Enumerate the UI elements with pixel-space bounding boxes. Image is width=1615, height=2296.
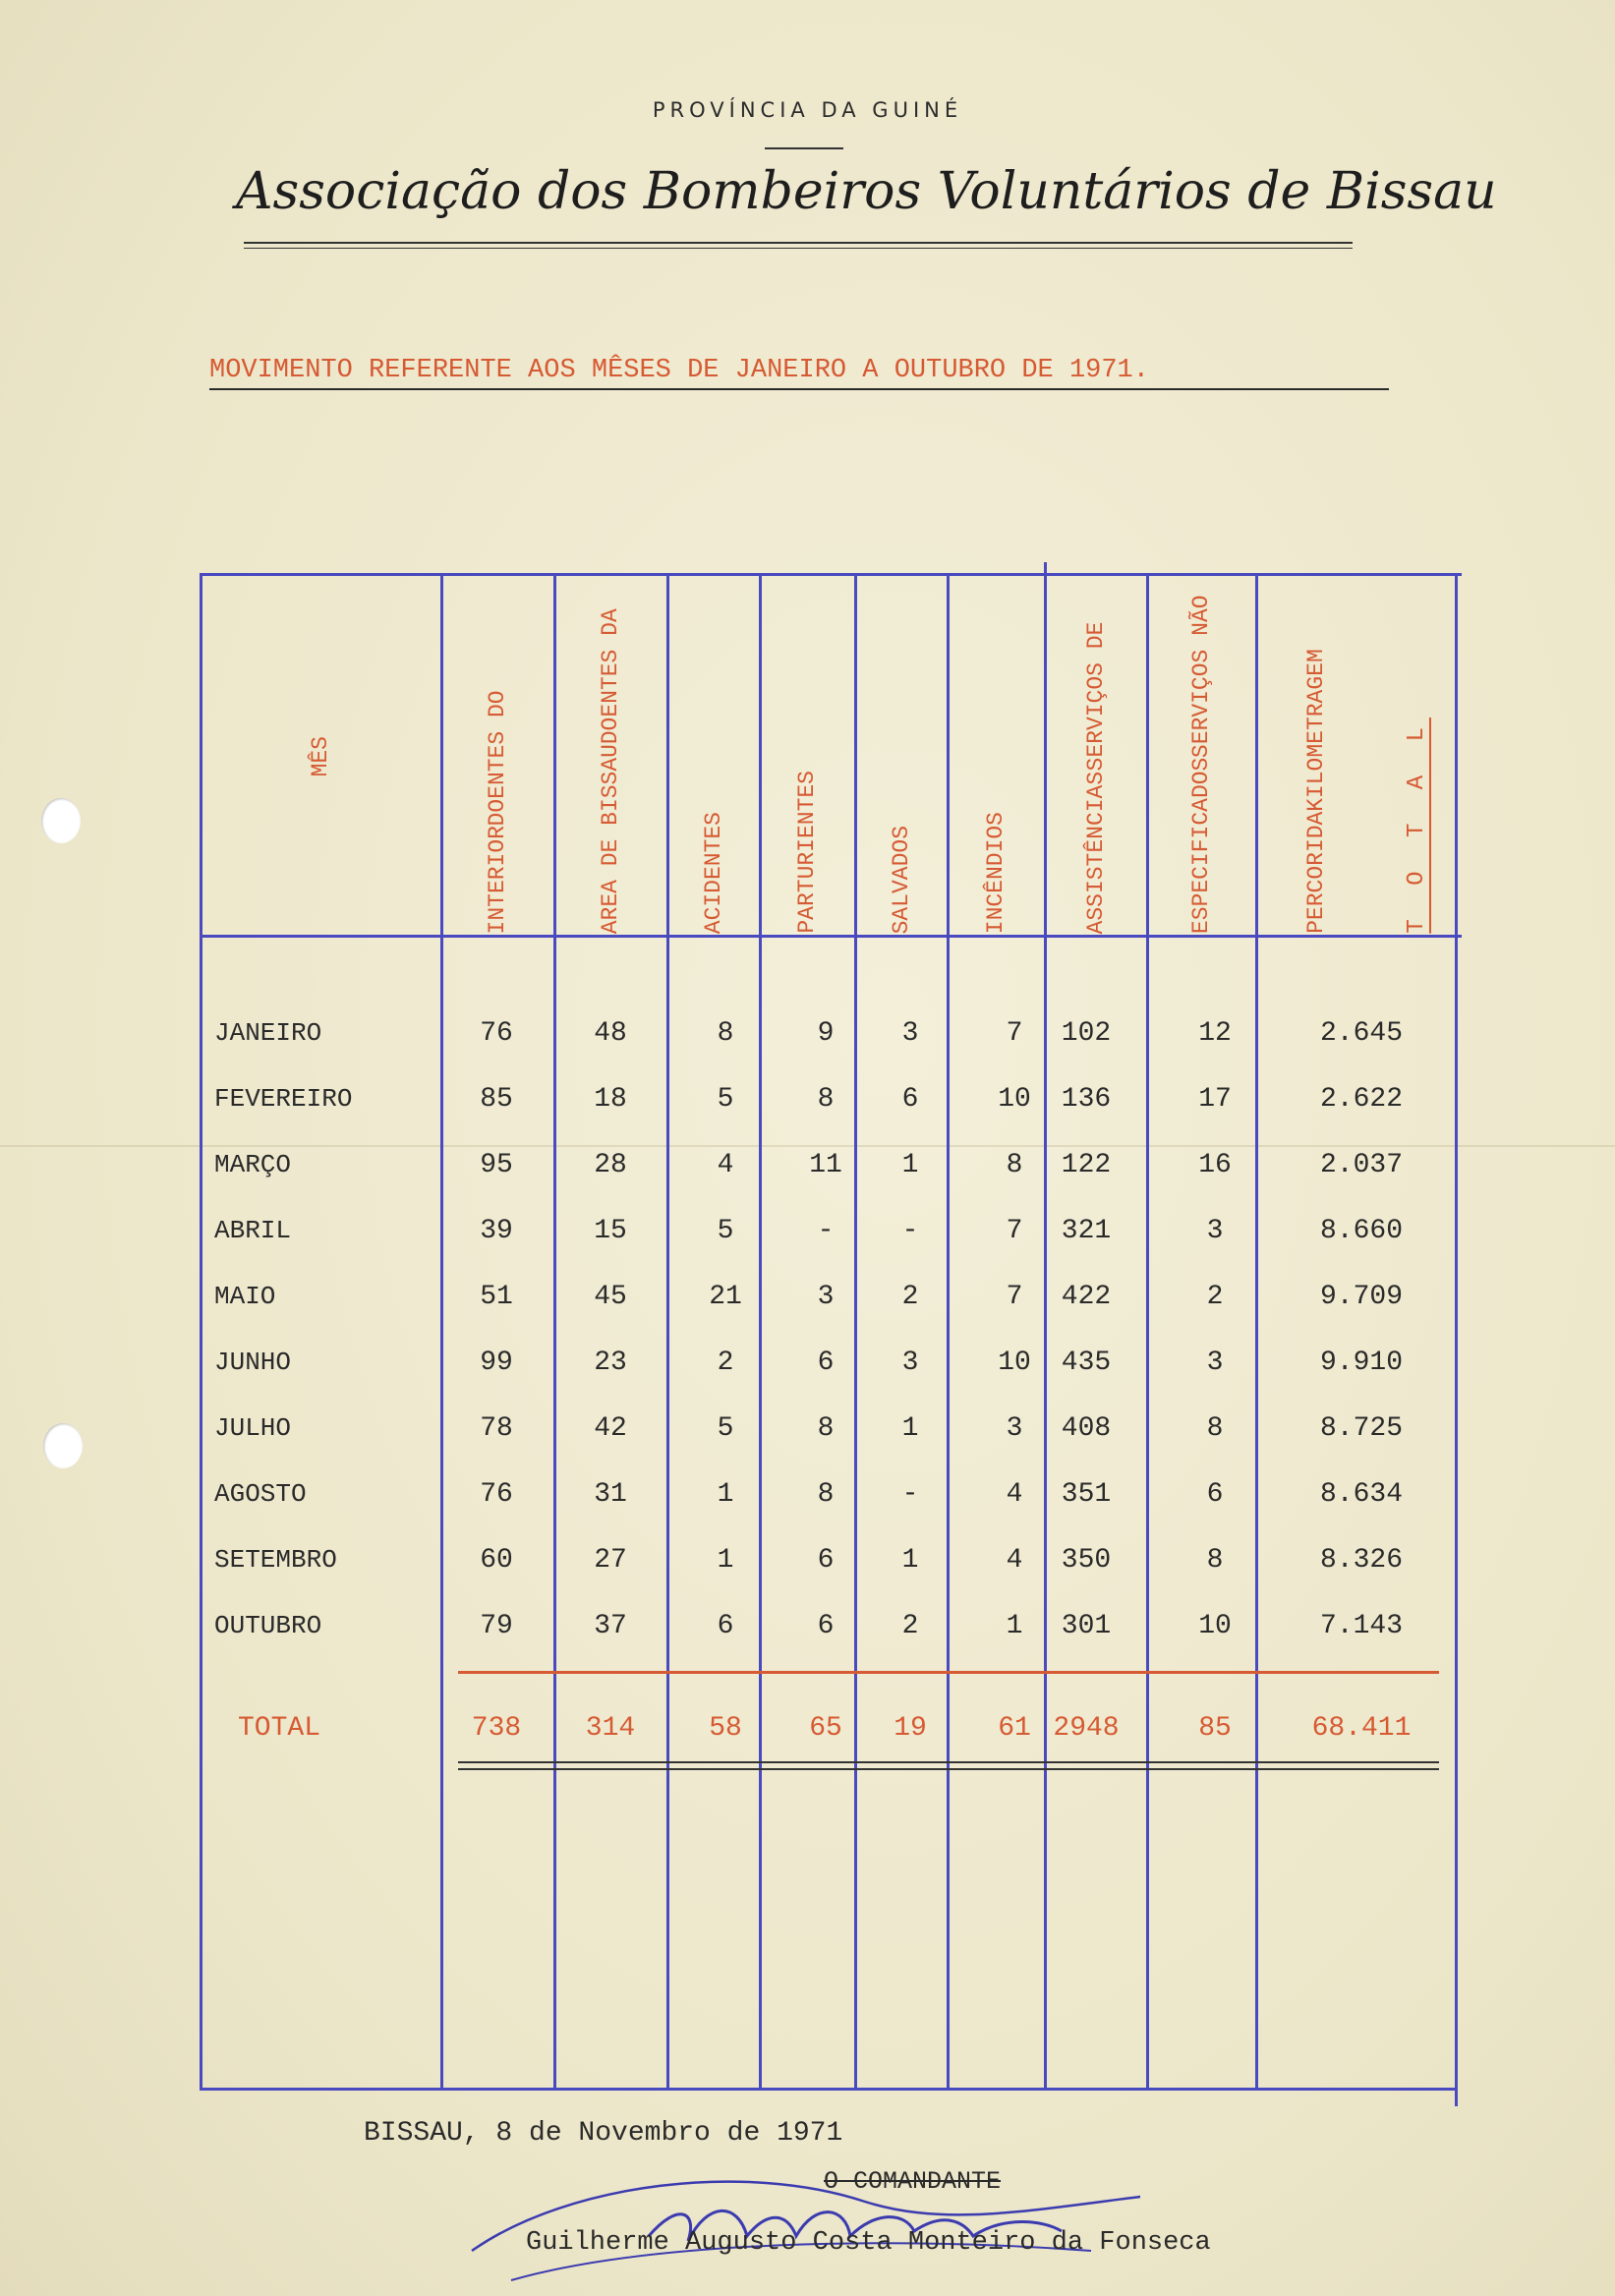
- table-cell: 6: [1206, 1479, 1224, 1510]
- table-header-rule: [200, 935, 1462, 938]
- header-label: T O T A L: [1404, 718, 1431, 934]
- table-cell: 7: [1006, 1282, 1023, 1312]
- month-cell: MAIO: [214, 1282, 276, 1311]
- table-cell: -: [817, 1216, 835, 1246]
- table-cell: 321: [1061, 1216, 1112, 1246]
- table-cell: 10: [998, 1084, 1031, 1115]
- table-cell: 1: [1006, 1611, 1023, 1641]
- heading-underline: [209, 388, 1389, 390]
- table-cell: 3: [1206, 1348, 1224, 1378]
- table-cell: 2: [901, 1282, 919, 1312]
- column-header-total: [1381, 580, 1455, 934]
- table-cell: 4: [717, 1150, 734, 1180]
- table-cell: 8: [717, 1018, 734, 1049]
- total-cell: 314: [585, 1713, 636, 1744]
- header-label: DOENTES DO: [485, 689, 511, 826]
- header-label: KILOMETRAGEM: [1303, 649, 1330, 812]
- report-heading: MOVIMENTO REFERENTE AOS MÊSES DE JANEIRO A OUTUBRO DE 1971.: [209, 356, 1149, 385]
- signature-scribble: [452, 2143, 1239, 2290]
- month-cell: JULHO: [214, 1413, 292, 1443]
- table-cell: 408: [1061, 1413, 1112, 1444]
- table-border-bottom: [200, 2088, 1456, 2091]
- table-cell: 5: [717, 1413, 734, 1444]
- table-cell: 1: [901, 1413, 919, 1444]
- column-header-acidentes: [669, 580, 759, 934]
- table-cell: 2: [717, 1348, 734, 1378]
- table-cell: 2.037: [1319, 1150, 1403, 1180]
- table-cell: 2.645: [1319, 1018, 1403, 1049]
- table-cell: 37: [594, 1611, 627, 1641]
- table-cell: 1: [901, 1150, 919, 1180]
- table-cell: 10: [998, 1348, 1031, 1378]
- month-cell: AGOSTO: [214, 1479, 307, 1509]
- header-label: SERVIÇOS DE: [1082, 621, 1109, 772]
- table-cell: 5: [717, 1216, 734, 1246]
- table-cell: 11: [809, 1150, 842, 1180]
- table-cell: 3: [817, 1282, 835, 1312]
- column-header-doentes-interior: [443, 580, 553, 934]
- month-cell: MARÇO: [214, 1150, 292, 1179]
- table-cell: 8: [817, 1479, 835, 1510]
- total-cell: 738: [471, 1713, 522, 1744]
- table-cell: 7.143: [1319, 1611, 1403, 1641]
- province-rule: [765, 147, 843, 149]
- month-cell: FEVEREIRO: [214, 1084, 353, 1114]
- table-cell: 9.910: [1319, 1348, 1403, 1378]
- month-cell: JANEIRO: [214, 1018, 322, 1048]
- month-cell: SETEMBRO: [214, 1545, 337, 1575]
- table-cell: 12: [1198, 1018, 1232, 1049]
- organization-title: Associação dos Bombeiros Voluntários de Bissau: [236, 162, 1497, 221]
- table-cell: 21: [709, 1282, 742, 1312]
- table-cell: 2.622: [1319, 1084, 1403, 1115]
- table-cell: 8: [1206, 1413, 1224, 1444]
- column-header-parturientes: [762, 580, 854, 934]
- header-label: ASSISTÊNCIAS: [1082, 771, 1109, 934]
- header-label: ACIDENTES: [700, 811, 726, 934]
- table-cell: 8.660: [1319, 1216, 1403, 1246]
- table-cell: 3: [1006, 1413, 1023, 1444]
- table-cell: 18: [594, 1084, 627, 1115]
- table-cell: 48: [594, 1018, 627, 1049]
- table-cell: 1: [717, 1545, 734, 1576]
- table-cell: 9.709: [1319, 1282, 1403, 1312]
- table-cell: 95: [480, 1150, 513, 1180]
- signer-name: Guilherme Augusto Costa Monteiro da Fonseca: [526, 2228, 1211, 2258]
- table-cell: -: [901, 1216, 919, 1246]
- column-header-servicos-assistencias: [1047, 580, 1146, 934]
- table-cell: 45: [594, 1282, 627, 1312]
- header-label: AREA DE BISSAU: [598, 743, 624, 934]
- table-cell: 102: [1061, 1018, 1112, 1049]
- header-label: DOENTES DA: [598, 607, 624, 744]
- table-cell: 7: [1006, 1018, 1023, 1049]
- month-cell: OUTUBRO: [214, 1611, 322, 1640]
- totals-rule: [458, 1671, 1439, 1674]
- header-label: INCÊNDIOS: [983, 811, 1009, 934]
- table-cell: 28: [594, 1150, 627, 1180]
- table-cell: 8.326: [1319, 1545, 1403, 1576]
- table-cell: 6: [817, 1348, 835, 1378]
- table-cell: 8: [1206, 1545, 1224, 1576]
- province-label: PROVÍNCIA DA GUINÉ: [652, 98, 963, 122]
- table-cell: 76: [480, 1018, 513, 1049]
- totals-double-rule: [458, 1761, 1439, 1763]
- month-cell: ABRIL: [214, 1216, 292, 1245]
- header-label: PARTURIENTES: [794, 771, 821, 934]
- table-cell: 301: [1061, 1611, 1112, 1641]
- table-cell: 122: [1061, 1150, 1112, 1180]
- header-label: SERVIÇOS NÃO: [1188, 594, 1215, 758]
- table-cell: 42: [594, 1413, 627, 1444]
- table-cell: 4: [1006, 1479, 1023, 1510]
- table-cell: 17: [1198, 1084, 1232, 1115]
- table-cell: 10: [1198, 1611, 1232, 1641]
- place-date: BISSAU, 8 de Novembro de 1971: [364, 2118, 843, 2149]
- title-rule: [244, 242, 1353, 244]
- column-header-doentes-bissau: [556, 580, 666, 934]
- table-cell: 27: [594, 1545, 627, 1576]
- table-cell: 7: [1006, 1216, 1023, 1246]
- table-cell: 2: [901, 1611, 919, 1641]
- table-cell: 31: [594, 1479, 627, 1510]
- table-cell: 6: [901, 1084, 919, 1115]
- table-cell: 2: [1206, 1282, 1224, 1312]
- table-cell: 351: [1061, 1479, 1112, 1510]
- table-cell: 6: [817, 1611, 835, 1641]
- table-cell: 435: [1061, 1348, 1112, 1378]
- total-cell: 85: [1198, 1713, 1232, 1744]
- table-cell: 8: [817, 1413, 835, 1444]
- totals-label: TOTAL: [238, 1713, 321, 1744]
- table-cell: 422: [1061, 1282, 1112, 1312]
- table-cell: 8.634: [1319, 1479, 1403, 1510]
- column-header-servicos-nao-especificados: [1149, 580, 1255, 934]
- table-cell: 6: [817, 1545, 835, 1576]
- table-cell: 16: [1198, 1150, 1232, 1180]
- punch-hole: [41, 798, 81, 843]
- column-header-salvados: [857, 580, 947, 934]
- total-cell: 19: [894, 1713, 927, 1744]
- table-cell: 8.725: [1319, 1413, 1403, 1444]
- punch-hole: [43, 1423, 83, 1468]
- table-cell: 60: [480, 1545, 513, 1576]
- header-label: INTERIOR: [485, 825, 511, 934]
- month-cell: JUNHO: [214, 1348, 292, 1377]
- table-cell: 23: [594, 1348, 627, 1378]
- table-cell: 1: [901, 1545, 919, 1576]
- table-cell: 3: [901, 1348, 919, 1378]
- header-label: SALVADOS: [888, 825, 914, 934]
- table-cell: 79: [480, 1611, 513, 1641]
- table-cell: 136: [1061, 1084, 1112, 1115]
- table-cell: 76: [480, 1479, 513, 1510]
- table-cell: -: [901, 1479, 919, 1510]
- table-cell: 78: [480, 1413, 513, 1444]
- total-cell: 58: [709, 1713, 742, 1744]
- column-header-kilometragem: [1258, 580, 1376, 934]
- table-cell: 51: [480, 1282, 513, 1312]
- total-cell: 61: [998, 1713, 1031, 1744]
- table-cell: 3: [1206, 1216, 1224, 1246]
- total-cell: 2948: [1053, 1713, 1120, 1744]
- table-border-top: [200, 573, 1462, 576]
- title-rule: [244, 248, 1353, 249]
- table-cell: 3: [901, 1018, 919, 1049]
- signer-title: O COMANDANTE: [824, 2167, 1002, 2196]
- table-cell: 6: [717, 1611, 734, 1641]
- table-cell: 9: [817, 1018, 835, 1049]
- table-cell: 85: [480, 1084, 513, 1115]
- table-cell: 5: [717, 1084, 734, 1115]
- column-header-incendios: [950, 580, 1044, 934]
- header-label: ESPECIFICADOS: [1188, 757, 1215, 934]
- table-cell: 1: [717, 1479, 734, 1510]
- table-cell: 8: [1006, 1150, 1023, 1180]
- table-border-right: [1455, 573, 1458, 2106]
- totals-double-rule: [458, 1768, 1439, 1770]
- table-cell: 15: [594, 1216, 627, 1246]
- table-cell: 39: [480, 1216, 513, 1246]
- table-cell: 4: [1006, 1545, 1023, 1576]
- table-cell: 350: [1061, 1545, 1112, 1576]
- header-label: MÊS: [308, 736, 334, 777]
- table-cell: 8: [817, 1084, 835, 1115]
- paper-fold: [0, 1145, 1615, 1147]
- total-cell: 68.411: [1311, 1713, 1412, 1744]
- header-label: PERCORIDA: [1303, 811, 1330, 934]
- table-cell: 99: [480, 1348, 513, 1378]
- column-header-month: [202, 580, 440, 934]
- total-cell: 65: [809, 1713, 842, 1744]
